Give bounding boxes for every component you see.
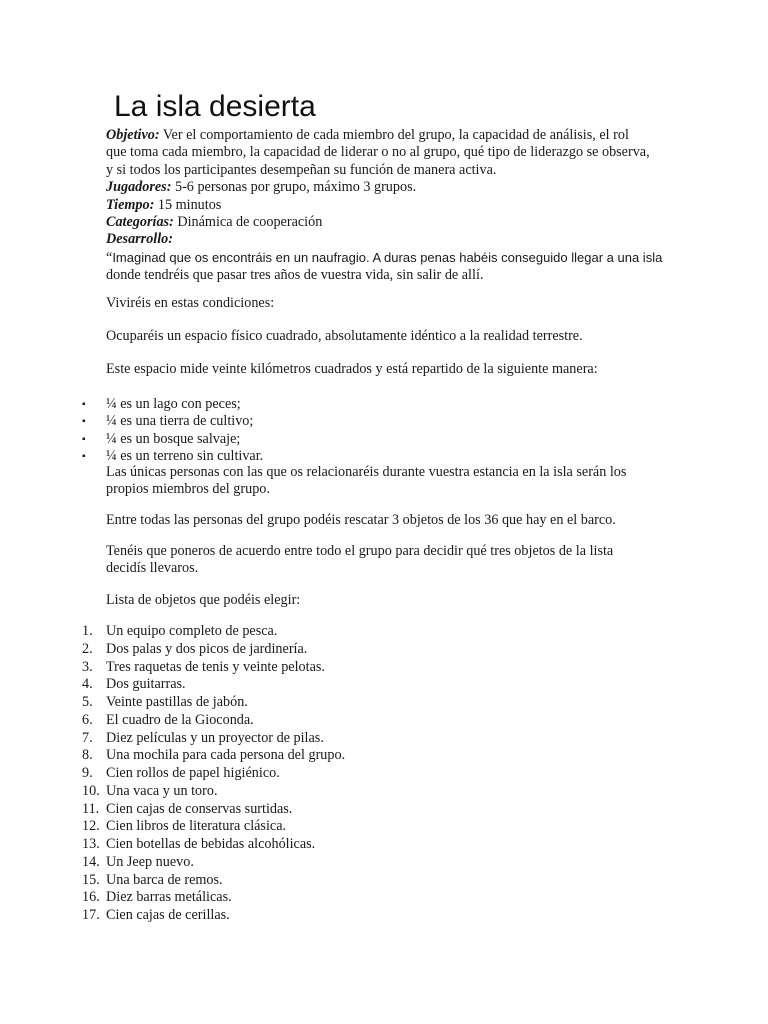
list-item [82, 872, 345, 890]
objects-list [82, 623, 345, 925]
desarrollo-line-1 [106, 249, 676, 267]
list-item [82, 730, 345, 748]
item-number: 7. [82, 729, 93, 746]
item-text: Un Jeep nuevo. [106, 853, 194, 870]
item-text: Una mochila para cada persona del grupo. [106, 747, 346, 764]
paragraph-espacio: Ocuparéis un espacio físico cuadrado, absolutamente idéntico a la realidad terrestre. [106, 328, 583, 344]
item-number: 14. [82, 853, 100, 870]
bullet-icon: ▪ [82, 416, 86, 428]
paragraph-acuerdo-line-2: decidís llevaros. [106, 560, 199, 577]
list-item [82, 783, 345, 801]
item-number: 5. [82, 694, 93, 710]
bullet-icon: ▪ [82, 399, 86, 410]
item-number: 1. [82, 623, 93, 639]
list-item [82, 448, 263, 465]
item-number: 11. [82, 800, 100, 817]
item-text: Dos palas y dos picos de jardinería. [106, 640, 308, 657]
list-item [82, 765, 345, 783]
list-item-text: ¼ es un terreno sin cultivar. [106, 448, 264, 465]
item-number: 3. [82, 658, 93, 675]
paragraph-condiciones: Viviréis en estas condiciones: [106, 295, 275, 311]
tiempo-value: 15 minutos [154, 196, 222, 213]
item-text: Cien rollos de papel higiénico. [106, 765, 280, 781]
objetivo-line-1 [106, 127, 676, 144]
item-text: Veinte pastillas de jabón. [106, 694, 248, 710]
list-item [82, 801, 345, 819]
list-item [82, 907, 345, 925]
item-text: Una vaca y un toro. [106, 782, 218, 799]
item-text: Una barca de remos. [106, 871, 223, 888]
list-item-text: ¼ es un lago con peces; [106, 396, 241, 412]
list-item [82, 712, 345, 730]
list-item [82, 818, 345, 836]
item-text: Un equipo completo de pesca. [106, 623, 278, 639]
list-item-text: ¼ es un bosque salvaje; [106, 430, 241, 447]
item-number: 13. [82, 836, 100, 852]
desarrollo-text-1: Imaginad que os encontráis en un naufragio. A duras penas habéis conseguido llegar a una isla [112, 249, 663, 265]
objetivo-label: Objetivo: [106, 127, 160, 143]
item-text: Diez barras metálicas. [106, 889, 232, 906]
terrain-list [82, 396, 263, 466]
objetivo-section [106, 127, 676, 285]
item-text: Dos guitarras. [106, 676, 186, 693]
item-number: 4. [82, 676, 93, 693]
list-item [82, 413, 263, 430]
categorias-value: Dinámica de cooperación [173, 214, 323, 231]
item-number: 15. [82, 871, 100, 888]
item-text: Tres raquetas de tenis y veinte pelotas. [106, 658, 325, 675]
item-text: Cien cajas de conservas surtidas. [106, 800, 293, 817]
list-item [82, 747, 345, 765]
item-text: Diez películas y un proyector de pilas. [106, 729, 324, 746]
list-item [82, 676, 345, 694]
item-number: 16. [82, 889, 100, 906]
paragraph-rescatar: Entre todas las personas del grupo podéis rescatar 3 objetos de los 36 que hay en el barco. [106, 512, 616, 528]
desarrollo-label-line [106, 231, 676, 248]
objetivo-line-3: y si todos los participantes desempeñan su función de manera activa. [106, 161, 497, 178]
item-number: 6. [82, 711, 93, 728]
desarrollo-label: Desarrollo: [106, 231, 173, 248]
list-item [82, 659, 345, 677]
page-title: La isla desierta [114, 90, 316, 123]
jugadores-label: Jugadores: [106, 179, 172, 196]
list-item [82, 431, 263, 448]
jugadores-value: 5-6 personas por grupo, máximo 3 grupos. [171, 179, 417, 196]
desarrollo-line-2: donde tendréis que pasar tres años de vuestra vida, sin salir de allí. [106, 267, 484, 284]
item-number: 9. [82, 765, 93, 781]
list-item [82, 641, 345, 659]
item-number: 2. [82, 640, 93, 657]
objetivo-line-2: que toma cada miembro, la capacidad de liderar o no al grupo, qué tipo de liderazgo se observa, [106, 144, 650, 161]
jugadores-line [106, 179, 676, 196]
list-item [82, 623, 345, 641]
paragraph-personas-line-1: Las únicas personas con las que os relacionaréis durante vuestra estancia en la isla serán los [106, 464, 627, 480]
quote-open: “ [106, 249, 113, 266]
item-number: 17. [82, 907, 100, 923]
bullet-icon: ▪ [82, 433, 86, 445]
list-item [82, 854, 345, 872]
list-item [82, 396, 263, 413]
item-text: Cien botellas de bebidas alcohólicas. [106, 836, 316, 852]
list-item-text: ¼ es una tierra de cultivo; [106, 413, 254, 430]
paragraph-acuerdo-line-1: Tenéis que poneros de acuerdo entre todo el grupo para decidir qué tres objetos de la lista [106, 543, 614, 559]
paragraph-personas-line-2: propios miembros del grupo. [106, 481, 270, 498]
paragraph-lista: Lista de objetos que podéis elegir: [106, 592, 301, 608]
categorias-label: Categorías: [106, 214, 174, 231]
item-number: 8. [82, 747, 93, 764]
list-item [82, 836, 345, 854]
list-item [82, 694, 345, 712]
item-number: 10. [82, 782, 100, 799]
paragraph-acuerdo [106, 543, 686, 578]
item-number: 12. [82, 818, 100, 835]
bullet-icon: ▪ [82, 451, 86, 463]
tiempo-label: Tiempo: [106, 196, 155, 213]
paragraph-personas [106, 464, 686, 499]
objetivo-text-1: Ver el comportamiento de cada miembro del grupo, la capacidad de análisis, el rol [159, 127, 629, 143]
item-text: El cuadro de la Gioconda. [106, 711, 254, 728]
item-text: Cien libros de literatura clásica. [106, 818, 287, 835]
paragraph-reparto: Este espacio mide veinte kilómetros cuadrados y está repartido de la siguiente manera: [106, 361, 598, 377]
list-item [82, 889, 345, 907]
categorias-line [106, 214, 676, 231]
item-text: Cien cajas de cerillas. [106, 907, 230, 923]
tiempo-line [106, 197, 676, 214]
